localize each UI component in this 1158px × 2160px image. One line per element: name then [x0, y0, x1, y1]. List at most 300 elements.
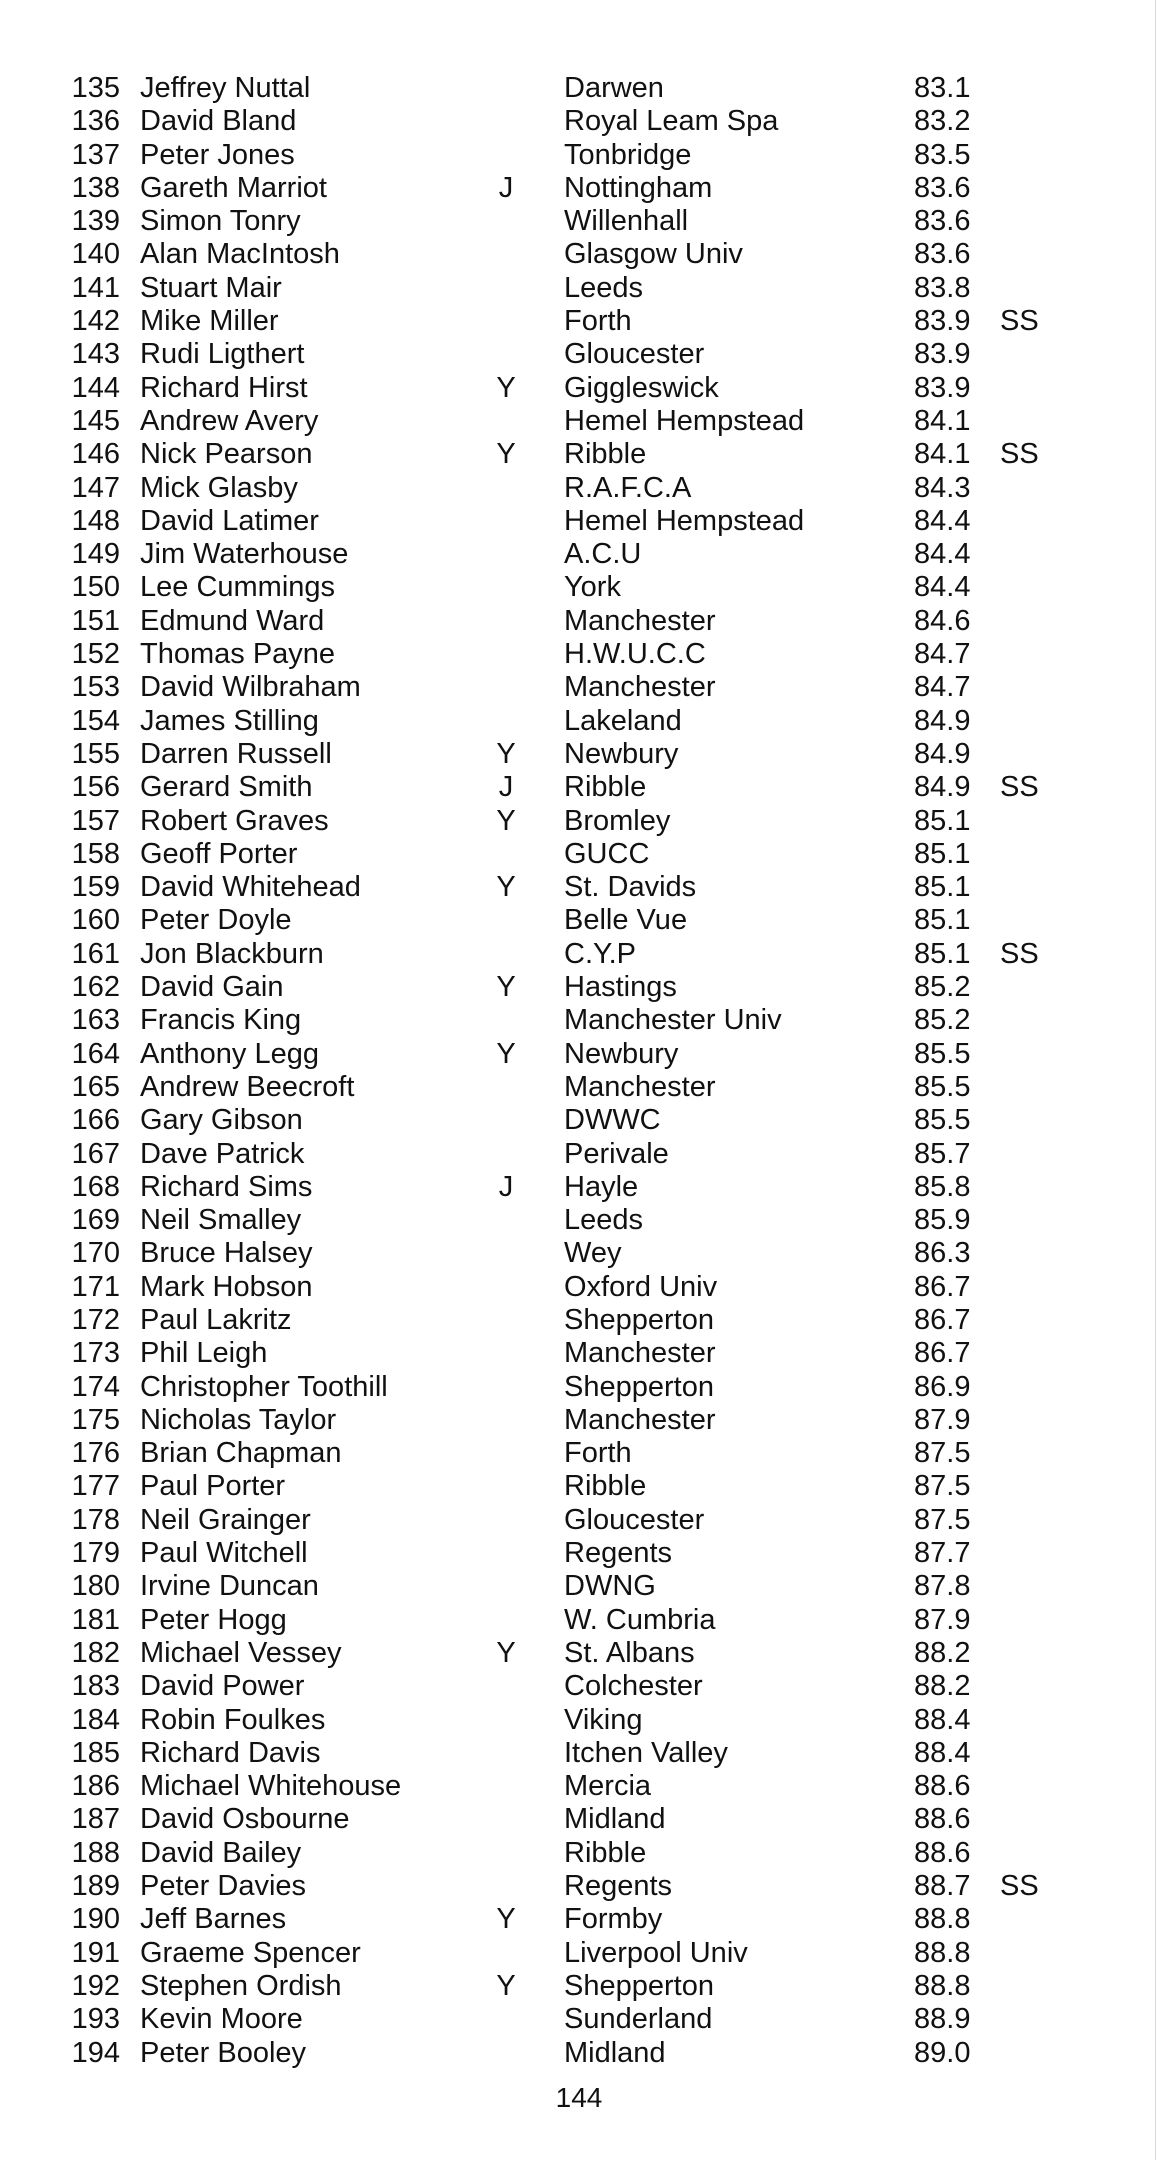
competitor-name: Richard Hirst — [140, 371, 308, 404]
entry-number: 183 — [71, 1670, 120, 1703]
entry-number: 160 — [71, 904, 120, 937]
club-name: Mercia — [564, 1770, 652, 1803]
competitor-name: Paul Witchell — [140, 1537, 308, 1570]
club-name: Midland — [564, 1803, 666, 1836]
club-name: Viking — [564, 1703, 643, 1736]
club-name: Lakeland — [564, 704, 682, 737]
table-row — [0, 505, 1158, 538]
club-name: York — [564, 571, 621, 604]
result-time: 86.7 — [914, 1270, 971, 1303]
club-name: Sunderland — [564, 2003, 713, 2036]
table-row — [0, 605, 1158, 638]
club-name: Glasgow Univ — [564, 238, 743, 271]
result-time: 85.1 — [914, 904, 971, 937]
competitor-name: Darren Russell — [140, 737, 332, 770]
result-time: 84.3 — [914, 471, 971, 504]
table-row — [0, 838, 1158, 871]
result-time: 87.8 — [914, 1570, 971, 1603]
club-name: Ribble — [564, 438, 647, 471]
entry-number: 167 — [71, 1137, 120, 1170]
result-time: 87.5 — [914, 1437, 971, 1470]
competitor-name: Mick Glasby — [140, 471, 298, 504]
table-row — [0, 105, 1158, 138]
category-flag: Y — [496, 804, 516, 837]
competitor-name: Dave Patrick — [140, 1137, 305, 1170]
competitor-name: David Power — [140, 1670, 305, 1703]
club-name: Shepperton — [564, 1969, 714, 2002]
table-row — [0, 638, 1158, 671]
table-row — [0, 2037, 1158, 2070]
competitor-name: David Whitehead — [140, 871, 361, 904]
entry-number: 184 — [71, 1703, 120, 1736]
competitor-name: Nick Pearson — [140, 438, 313, 471]
table-row — [0, 1737, 1158, 1770]
entry-number: 170 — [71, 1237, 120, 1270]
club-name: Hastings — [564, 971, 677, 1004]
club-name: Darwen — [564, 72, 664, 104]
result-time: 87.7 — [914, 1537, 971, 1570]
club-name: Regents — [564, 1870, 673, 1903]
entry-number: 191 — [71, 1936, 120, 1969]
result-time: 88.4 — [914, 1703, 971, 1736]
entry-number: 151 — [71, 604, 120, 637]
result-time: 88.6 — [914, 1803, 971, 1836]
club-name: Ribble — [564, 771, 647, 804]
table-row — [0, 1337, 1158, 1370]
table-row — [0, 205, 1158, 238]
club-name: Willenhall — [564, 205, 689, 238]
competitor-name: David Wilbraham — [140, 671, 361, 704]
entry-number: 154 — [71, 704, 120, 737]
result-time: 85.1 — [914, 937, 971, 970]
result-time: 86.7 — [914, 1337, 971, 1370]
competitor-name: David Bland — [140, 105, 297, 138]
competitor-name: Andrew Avery — [140, 404, 319, 437]
entry-number: 148 — [71, 504, 120, 537]
club-name: R.A.F.C.A — [564, 471, 692, 504]
table-row — [0, 1837, 1158, 1870]
competitor-name: Brian Chapman — [140, 1437, 342, 1470]
entry-number: 142 — [71, 305, 120, 338]
entry-number: 178 — [71, 1503, 120, 1536]
entry-number: 163 — [71, 1004, 120, 1037]
entry-number: 168 — [71, 1170, 120, 1203]
club-name: Bromley — [564, 804, 671, 837]
competitor-name: Peter Jones — [140, 138, 295, 171]
category-flag: Y — [496, 737, 516, 770]
competitor-name: Christopher Toothill — [140, 1370, 388, 1403]
entry-number: 174 — [71, 1370, 120, 1403]
club-name: Gloucester — [564, 338, 705, 371]
table-row — [0, 1770, 1158, 1803]
competitor-name: Thomas Payne — [140, 638, 336, 671]
entry-number: 190 — [71, 1903, 120, 1936]
competitor-name: Mark Hobson — [140, 1270, 313, 1303]
entry-number: 153 — [71, 671, 120, 704]
table-row — [0, 1970, 1158, 2003]
result-time: 85.2 — [914, 971, 971, 1004]
competitor-name: Stuart Mair — [140, 271, 282, 304]
club-name: DWNG — [564, 1570, 656, 1603]
result-note: SS — [1000, 1870, 1039, 1903]
club-name: Ribble — [564, 1470, 647, 1503]
table-row — [0, 1604, 1158, 1637]
result-time: 84.7 — [914, 671, 971, 704]
result-time: 88.6 — [914, 1836, 971, 1869]
club-name: Itchen Valley — [564, 1736, 728, 1769]
club-name: W. Cumbria — [564, 1603, 716, 1636]
table-row — [0, 1470, 1158, 1503]
entry-number: 152 — [71, 638, 120, 671]
competitor-name: Peter Doyle — [140, 904, 292, 937]
result-time: 88.8 — [914, 1936, 971, 1969]
entry-number: 146 — [71, 438, 120, 471]
competitor-name: Jeffrey Nuttal — [140, 72, 311, 104]
competitor-name: David Gain — [140, 971, 284, 1004]
entry-number: 145 — [71, 404, 120, 437]
club-name: C.Y.P — [564, 937, 637, 970]
entry-number: 155 — [71, 737, 120, 770]
entry-number: 159 — [71, 871, 120, 904]
results-list — [0, 72, 1158, 2070]
competitor-name: Peter Davies — [140, 1870, 307, 1903]
entry-number: 139 — [71, 205, 120, 238]
result-time: 88.7 — [914, 1870, 971, 1903]
competitor-name: Alan MacIntosh — [140, 238, 340, 271]
result-time: 87.9 — [914, 1403, 971, 1436]
entry-number: 135 — [71, 72, 120, 104]
table-row — [0, 438, 1158, 471]
table-row — [0, 305, 1158, 338]
table-row — [0, 1171, 1158, 1204]
table-row — [0, 671, 1158, 704]
competitor-name: Michael Whitehouse — [140, 1770, 402, 1803]
result-time: 84.7 — [914, 638, 971, 671]
category-flag: Y — [496, 1903, 516, 1936]
competitor-name: Edmund Ward — [140, 604, 325, 637]
result-time: 86.3 — [914, 1237, 971, 1270]
competitor-name: Paul Porter — [140, 1470, 286, 1503]
table-row — [0, 1570, 1158, 1603]
entry-number: 188 — [71, 1836, 120, 1869]
result-time: 87.5 — [914, 1470, 971, 1503]
club-name: Forth — [564, 1437, 632, 1470]
entry-number: 187 — [71, 1803, 120, 1836]
page-edge-line — [1155, 0, 1156, 2160]
club-name: Leeds — [564, 271, 644, 304]
result-time: 85.5 — [914, 1104, 971, 1137]
club-name: GUCC — [564, 837, 650, 870]
table-row — [0, 1903, 1158, 1936]
entry-number: 172 — [71, 1303, 120, 1336]
table-row — [0, 1704, 1158, 1737]
club-name: Leeds — [564, 1204, 644, 1237]
table-row — [0, 571, 1158, 604]
club-name: Forth — [564, 305, 632, 338]
club-name: Newbury — [564, 1037, 679, 1070]
competitor-name: Mike Miller — [140, 305, 279, 338]
club-name: H.W.U.C.C — [564, 638, 706, 671]
entry-number: 186 — [71, 1770, 120, 1803]
table-row — [0, 472, 1158, 505]
entry-number: 149 — [71, 538, 120, 571]
competitor-name: Peter Booley — [140, 2036, 307, 2069]
table-row — [0, 1404, 1158, 1437]
result-time: 89.0 — [914, 2036, 971, 2069]
competitor-name: Peter Hogg — [140, 1603, 287, 1636]
table-row — [0, 1237, 1158, 1270]
competitor-name: Bruce Halsey — [140, 1237, 313, 1270]
competitor-name: Jon Blackburn — [140, 937, 324, 970]
competitor-name: Neil Grainger — [140, 1503, 311, 1536]
result-time: 87.9 — [914, 1603, 971, 1636]
result-time: 84.9 — [914, 704, 971, 737]
result-time: 84.6 — [914, 604, 971, 637]
competitor-name: Gareth Marriot — [140, 171, 327, 204]
result-time: 84.4 — [914, 538, 971, 571]
club-name: Midland — [564, 2036, 666, 2069]
category-flag: Y — [496, 1037, 516, 1070]
result-time: 88.2 — [914, 1636, 971, 1669]
table-row — [0, 805, 1158, 838]
result-time: 85.1 — [914, 871, 971, 904]
result-time: 84.1 — [914, 438, 971, 471]
table-row — [0, 1537, 1158, 1570]
entry-number: 165 — [71, 1070, 120, 1103]
result-time: 85.9 — [914, 1204, 971, 1237]
entry-number: 176 — [71, 1437, 120, 1470]
competitor-name: James Stilling — [140, 704, 319, 737]
result-time: 83.6 — [914, 205, 971, 238]
table-row — [0, 938, 1158, 971]
result-time: 85.1 — [914, 837, 971, 870]
entry-number: 192 — [71, 1969, 120, 2002]
result-note: SS — [1000, 305, 1039, 338]
result-note: SS — [1000, 771, 1039, 804]
table-row — [0, 1204, 1158, 1237]
result-time: 88.8 — [914, 1969, 971, 2002]
table-row — [0, 1870, 1158, 1903]
table-row — [0, 1803, 1158, 1836]
club-name: Perivale — [564, 1137, 669, 1170]
result-time: 85.7 — [914, 1137, 971, 1170]
table-row — [0, 272, 1158, 305]
club-name: Nottingham — [564, 171, 713, 204]
result-time: 85.1 — [914, 804, 971, 837]
entry-number: 182 — [71, 1636, 120, 1669]
competitor-name: Robert Graves — [140, 804, 329, 837]
competitor-name: Graeme Spencer — [140, 1936, 361, 1969]
competitor-name: Lee Cummings — [140, 571, 336, 604]
club-name: Giggleswick — [564, 371, 719, 404]
result-time: 87.5 — [914, 1503, 971, 1536]
table-row — [0, 1138, 1158, 1171]
entry-number: 141 — [71, 271, 120, 304]
result-time: 86.9 — [914, 1370, 971, 1403]
table-row — [0, 1104, 1158, 1137]
result-time: 83.8 — [914, 271, 971, 304]
result-time: 83.9 — [914, 305, 971, 338]
entry-number: 173 — [71, 1337, 120, 1370]
club-name: Manchester — [564, 1337, 716, 1370]
entry-number: 166 — [71, 1104, 120, 1137]
table-row — [0, 139, 1158, 172]
competitor-name: Rudi Ligthert — [140, 338, 305, 371]
competitor-name: Gerard Smith — [140, 771, 313, 804]
club-name: DWWC — [564, 1104, 661, 1137]
result-note: SS — [1000, 438, 1039, 471]
result-time: 85.5 — [914, 1037, 971, 1070]
competitor-name: David Bailey — [140, 1836, 302, 1869]
category-flag: Y — [496, 371, 516, 404]
club-name: Shepperton — [564, 1303, 714, 1336]
club-name: Ribble — [564, 1836, 647, 1869]
entry-number: 138 — [71, 171, 120, 204]
category-flag: Y — [496, 1969, 516, 2002]
result-time: 83.9 — [914, 371, 971, 404]
category-flag: Y — [496, 871, 516, 904]
result-time: 84.9 — [914, 737, 971, 770]
club-name: Newbury — [564, 737, 679, 770]
competitor-name: Anthony Legg — [140, 1037, 319, 1070]
result-time: 83.5 — [914, 138, 971, 171]
result-time: 83.9 — [914, 338, 971, 371]
entry-number: 162 — [71, 971, 120, 1004]
entry-number: 158 — [71, 837, 120, 870]
competitor-name: Geoff Porter — [140, 837, 298, 870]
club-name: Manchester — [564, 1070, 716, 1103]
table-row — [0, 1437, 1158, 1470]
competitor-name: Nicholas Taylor — [140, 1403, 337, 1436]
table-row — [0, 2003, 1158, 2036]
result-note: SS — [1000, 937, 1039, 970]
entry-number: 157 — [71, 804, 120, 837]
result-time: 88.6 — [914, 1770, 971, 1803]
category-flag: J — [498, 171, 514, 204]
competitor-name: Neil Smalley — [140, 1204, 302, 1237]
result-time: 83.6 — [914, 171, 971, 204]
table-row — [0, 705, 1158, 738]
competitor-name: Simon Tonry — [140, 205, 301, 238]
table-row — [0, 1004, 1158, 1037]
table-row — [0, 405, 1158, 438]
club-name: Manchester Univ — [564, 1004, 782, 1037]
club-name: Regents — [564, 1537, 673, 1570]
competitor-name: David Osbourne — [140, 1803, 350, 1836]
competitor-name: Richard Sims — [140, 1170, 313, 1203]
table-row — [0, 1038, 1158, 1071]
competitor-name: Irvine Duncan — [140, 1570, 319, 1603]
result-time: 85.5 — [914, 1070, 971, 1103]
result-time: 88.9 — [914, 2003, 971, 2036]
club-name: Manchester — [564, 1403, 716, 1436]
competitor-name: Stephen Ordish — [140, 1969, 342, 2002]
club-name: Manchester — [564, 671, 716, 704]
table-row — [0, 971, 1158, 1004]
club-name: Tonbridge — [564, 138, 692, 171]
club-name: Shepperton — [564, 1370, 714, 1403]
competitor-name: David Latimer — [140, 504, 319, 537]
table-row — [0, 1271, 1158, 1304]
entry-number: 181 — [71, 1603, 120, 1636]
result-time: 84.9 — [914, 771, 971, 804]
competitor-name: Michael Vessey — [140, 1636, 342, 1669]
club-name: St. Davids — [564, 871, 697, 904]
result-time: 83.1 — [914, 72, 971, 104]
club-name: Belle Vue — [564, 904, 688, 937]
page-number: 144 — [555, 2082, 603, 2113]
club-name: Hemel Hempstead — [564, 504, 805, 537]
competitor-name: Andrew Beecroft — [140, 1070, 355, 1103]
entry-number: 185 — [71, 1736, 120, 1769]
table-row — [0, 72, 1158, 105]
entry-number: 177 — [71, 1470, 120, 1503]
category-flag: Y — [496, 971, 516, 1004]
club-name: A.C.U — [564, 538, 642, 571]
result-time: 84.1 — [914, 404, 971, 437]
competitor-name: Jim Waterhouse — [140, 538, 349, 571]
result-time: 83.6 — [914, 238, 971, 271]
table-row — [0, 1670, 1158, 1703]
result-time: 88.8 — [914, 1903, 971, 1936]
table-row — [0, 172, 1158, 205]
entry-number: 169 — [71, 1204, 120, 1237]
entry-number: 194 — [71, 2036, 120, 2069]
club-name: Hayle — [564, 1170, 639, 1203]
competitor-name: Phil Leigh — [140, 1337, 268, 1370]
entry-number: 164 — [71, 1037, 120, 1070]
table-row — [0, 1504, 1158, 1537]
club-name: Royal Leam Spa — [564, 105, 779, 138]
table-row — [0, 871, 1158, 904]
entry-number: 156 — [71, 771, 120, 804]
result-time: 84.4 — [914, 571, 971, 604]
result-time: 85.8 — [914, 1170, 971, 1203]
club-name: Gloucester — [564, 1503, 705, 1536]
result-time: 84.4 — [914, 504, 971, 537]
table-row — [0, 1304, 1158, 1337]
category-flag: J — [498, 1170, 514, 1203]
entry-number: 189 — [71, 1870, 120, 1903]
entry-number: 137 — [71, 138, 120, 171]
competitor-name: Francis King — [140, 1004, 302, 1037]
table-row — [0, 338, 1158, 371]
entry-number: 175 — [71, 1403, 120, 1436]
competitor-name: Jeff Barnes — [140, 1903, 287, 1936]
competitor-name: Kevin Moore — [140, 2003, 303, 2036]
table-row — [0, 1071, 1158, 1104]
entry-number: 180 — [71, 1570, 120, 1603]
result-time: 88.2 — [914, 1670, 971, 1703]
club-name: Hemel Hempstead — [564, 404, 805, 437]
entry-number: 140 — [71, 238, 120, 271]
entry-number: 144 — [71, 371, 120, 404]
competitor-name: Paul Lakritz — [140, 1303, 292, 1336]
entry-number: 136 — [71, 105, 120, 138]
competitor-name: Richard Davis — [140, 1736, 321, 1769]
club-name: Colchester — [564, 1670, 703, 1703]
table-row — [0, 904, 1158, 937]
entry-number: 147 — [71, 471, 120, 504]
category-flag: Y — [496, 438, 516, 471]
club-name: Liverpool Univ — [564, 1936, 748, 1969]
entry-number: 150 — [71, 571, 120, 604]
table-row — [0, 1937, 1158, 1970]
entry-number: 161 — [71, 937, 120, 970]
category-flag: Y — [496, 1636, 516, 1669]
result-time: 83.2 — [914, 105, 971, 138]
table-row — [0, 771, 1158, 804]
